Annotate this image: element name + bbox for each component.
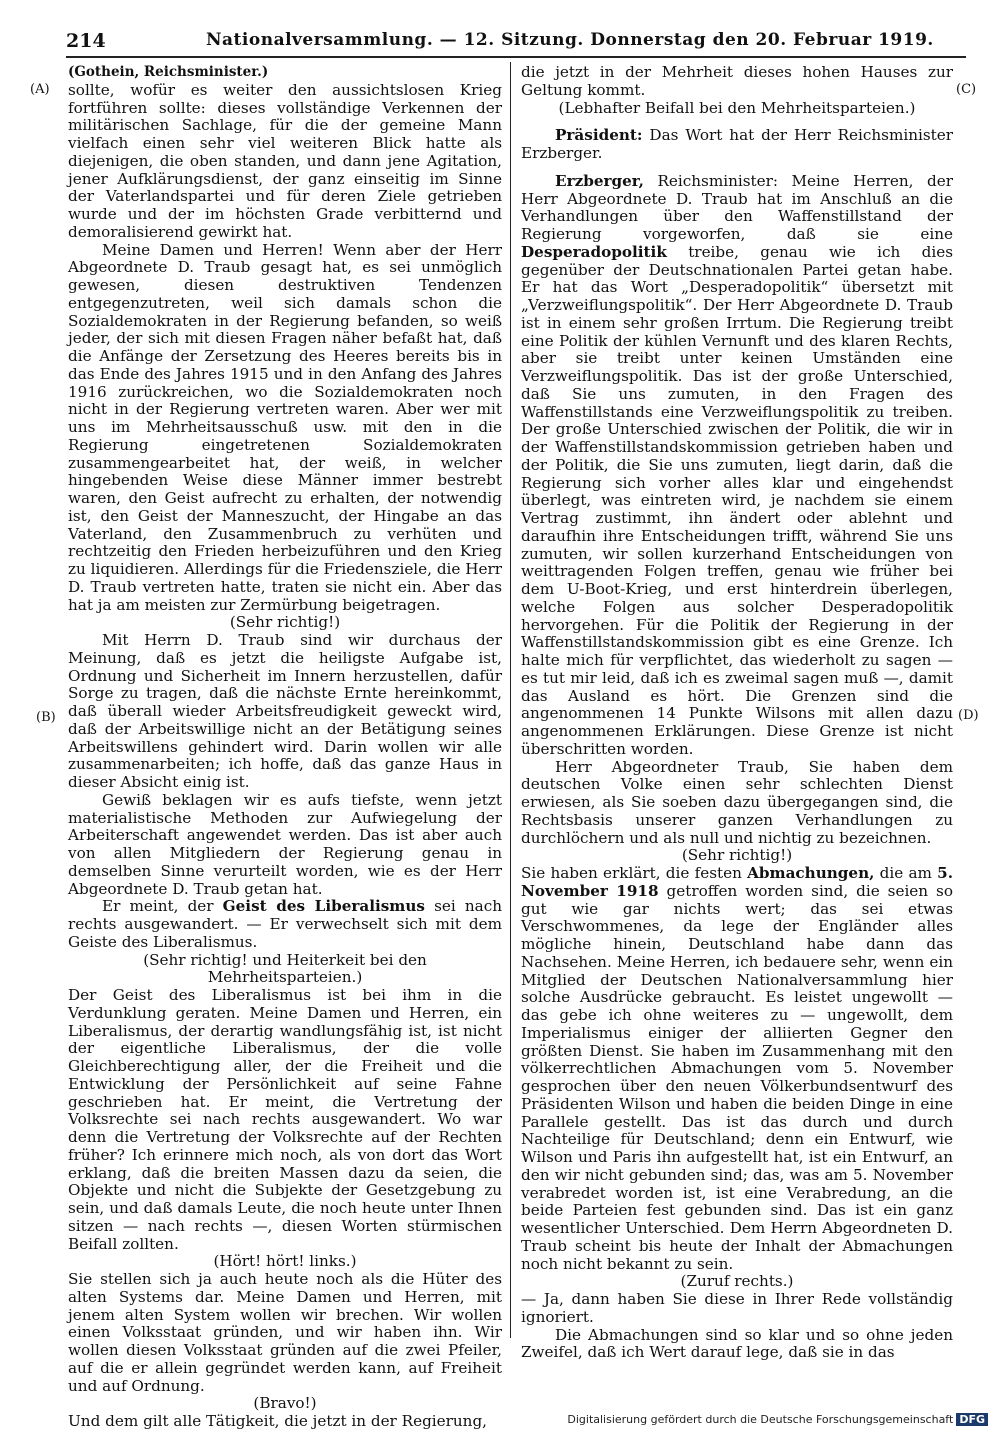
interjection: (Zuruf rechts.) <box>680 1272 794 1291</box>
paragraph: Gewiß beklagen wir es aufs tiefste, wenn jetzt materialistische Methoden zur Aufwiegelung der Arbeiterschaft angewendet werden. Das ist aber auch von allen Mitgliedern der Regierung genau in demselben Sinne verurteilt worden, wie es der Herr Abgeordnete D. Traub getan hat. <box>68 790 502 898</box>
digitization-credit <box>567 1413 988 1426</box>
text-run: Er meint, der <box>102 897 223 916</box>
page-header <box>66 30 966 58</box>
speaker-name: Präsident: <box>555 126 643 145</box>
margin-letter-a: (A) <box>30 82 50 97</box>
column-divider <box>510 62 511 1338</box>
left-column <box>68 64 502 1431</box>
paragraph <box>521 127 953 163</box>
text-run: die am <box>874 864 938 882</box>
text-run: sei nach rechts ausgewandert. — Er verwechselt sich mit dem Geiste des Liberalismus. <box>68 897 503 951</box>
interjection: (Sehr richtig! und Heiterkeit bei den Mehrheitsparteien.) <box>143 950 427 987</box>
paragraph <box>521 173 953 759</box>
emphasis: Geist des Liberalismus <box>222 897 425 916</box>
speaker-tag: (Gothein, Reichsminister.) <box>68 64 269 80</box>
paragraph: sollte, wofür es weiter den aussichtslosen Krieg fortführen sollte: dieses vollständige Verkennen der militärischen Sachlage, für die der gemeine Mann vielfach einen sehr viel weiteren Blick hatte als diejenigen, die oben standen, und dann jene Agitation, jener Aufklärungsdienst, der ganz einseitig im Sinne der Vaterlandspartei und für deren Ziele getrieben wurde und der im höchsten Grade verbitternd und demoralisierend gewirkt hat. <box>68 80 502 241</box>
text-run: Reichsminister: Meine Herren, der Herr Abgeordnete D. Traub hat im Anschluß an die Verhandlungen über den Waffenstillstand der Regierung vorgeworfen, daß sie eine <box>521 171 953 243</box>
text-run: getroffen worden sind, die seien so gut wie gar nichts wert; das sei etwas Verschwommenes, da lege der Engländer alles mögliche hinein, Deutschland habe dann das Nachsehen. Meine Herren, ich bedauere sehr, wenn ein Mitglied der Deutschen Nationalversammlung hier solche Ausdrücke gebraucht. Es leistet ungewollt — das gebe ich ohne weiteres zu — ungewollt, dem Imperialismus einiger der alliierten Gegner den größten Dienst. Sie haben im Zusammenhang mit den völkerrechtlichen Abmachungen vom 5. November gesprochen über den neuen Völkerbundsentwurf des Präsidenten Wilson und haben die beiden Dinge in eine Parallele gestellt. Das ist das durch und durch Nachteilige für Deutschland; denn ein Entwurf, wie Wilson und Paris ihn aufgestellt hat, ist ein Entwurf, an den wir nicht gebunden sind; das, was am 5. November verabredet worden ist, ist eine Verabredung, an die beide Parteien fest gebunden sind. Das ist ein ganz wesentlicher Unterschied. Dem Herrn Abgeordneten D. Traub scheint bis heute der Inhalt der Abmachungen noch nicht bekannt zu sein. <box>521 881 953 1273</box>
margin-letter-c: (C) <box>956 82 977 97</box>
paragraph: Mit Herrn D. Traub sind wir durchaus der Meinung, daß es jetzt die heiligste Aufgabe ist, Ordnung und Sicherheit im Innern herzustellen, dafür Sorge zu tragen, daß die nächste Ernte hereinkommt, daß überall wieder Arbeitsfreudigkeit geweckt wird, daß der Arbeitswillige nicht an der Betätigung seines Arbeitswillens gehindert wird. Darin wollen wir alle zusammenarbeiten; ich hoffe, daß das ganze Haus in dieser Absicht einig ist. <box>68 631 502 791</box>
margin-letter-b: (B) <box>36 710 56 725</box>
paragraph <box>68 898 502 951</box>
paragraph: Und dem gilt alle Tätigkeit, die jetzt in der Regierung, <box>68 1412 488 1430</box>
paragraph: Herr Abgeordneter Traub, Sie haben dem deutschen Volke einen sehr schlechten Dienst erwiesen, als Sie soeben dazu übergegangen sind, die Rechtsbasis unserer ganzen Verhandlungen zu durchlöchern und als null und nichtig zu bezeichnen. <box>521 757 953 847</box>
interjection: (Bravo!) <box>253 1394 317 1413</box>
paragraph: Meine Damen und Herren! Wenn aber der Herr Abgeordnete D. Traub gesagt hat, es sei unmöglich gewesen, diesen destruktiven Tendenzen entgegenzutreten, weil sich damals schon die Sozialdemokraten in der Regierung befanden, so weiß jeder, der sich mit diesen Fragen näher befaßt hat, daß die Anfänge der Zersetzung des Heeres bereits bis in das Ende des Jahres 1915 und in den Anfang des Jahres 1916 zurückreichen, wo die Sozialdemokraten noch nicht in der Regierung vertreten waren. Aber wer mit uns im Mehrheitsausschuß usw. mit den in die Regierung eingetretenen Sozialdemokraten zusammengearbeitet hat, der weiß, in welcher hingebenden Weise diese Männer immer bestrebt waren, den Geist aufrecht zu erhalten, der notwendig ist, den Geist der Manneszucht, der Hingabe an das Vaterland, den Zusammenbruch zu verhüten und rechtzeitig den Frieden herbeizuführen und den Krieg zu liquidieren. Allerdings für die Friedensziele, die Herr D. Traub vertreten hatte, traten sie nicht ein. Aber das hat ja am meisten zur Zermürbung beigetragen. <box>68 240 502 614</box>
dfg-logo: DFG <box>956 1413 988 1426</box>
right-column <box>521 64 953 1362</box>
credit-text: Digitalisierung gefördert durch die Deutsche Forschungsgemeinschaft <box>567 1413 954 1426</box>
running-title: Nationalversammlung. — 12. Sitzung. Donnerstag den 20. Februar 1919. <box>206 30 934 50</box>
emphasis: 5. November 1918 <box>521 864 953 900</box>
paragraph: Sie stellen sich ja auch heute noch als die Hüter des alten Systems dar. Meine Damen und Herren, mit jenem alten System wollen wir brechen. Wir wollen einen Volksstaat gründen, und wir haben ihn. Wir wollen diesen Volksstaat gründen auf die zwei Pfeiler, auf die er allein gegründet werden kann, auf Freiheit und auf Ordnung. <box>68 1270 502 1395</box>
interjection: (Sehr richtig!) <box>229 613 341 632</box>
paragraph: Der Geist des Liberalismus ist bei ihm in die Verdunklung geraten. Meine Damen und Herren, ein Liberalismus, der derartig wandlungsfähig ist, ist nicht der eigentliche Liberalismus, der die volle Gleichberechtigung aller, der die Freiheit und die Entwicklung der Persönlichkeit auf seine Fahne geschrieben hat. Er meint, die Vertretung der Volksrechte sei nach rechts ausgewandert. Wo war denn die Vertretung der Volksrechte auf der Rechten früher? Ich erinnere mich noch, als von dort das Wort erklang, daß die breiten Massen dazu da seien, die Objekte und nicht die Subjekte der Gesetzgebung zu sein, und daß damals Leute, die noch heute unter Ihnen sitzen — nach rechts —, diesen Worten stürmischen Beifall zollten. <box>68 986 502 1253</box>
emphasis: Desperadopolitik <box>521 242 667 261</box>
speaker-name: Erzberger, <box>555 171 644 190</box>
text-run: Das Wort hat der Herr Reichsminister Erzberger. <box>521 126 953 162</box>
interjection: (Hört! hört! links.) <box>213 1252 357 1271</box>
page-number: 214 <box>66 30 106 52</box>
paragraph: Die Abmachungen sind so klar und so ohne jeden Zweifel, daß ich Wert darauf lege, daß sie in das <box>521 1325 953 1362</box>
emphasis: Abmachungen, <box>747 864 875 882</box>
margin-letter-d: (D) <box>958 708 979 723</box>
paragraph <box>521 865 953 1273</box>
text-run: treibe, genau wie ich dies gegenüber der Deutschnationalen Partei getan habe. Er hat das Wort „Desperadopolitik“ übersetzt mit „Verzweiflungspolitik“. Der Herr Abgeordnete D. Traub ist in einem sehr großen Irrtum. Die Regierung treibt eine Politik der kühlen Vernunft und des klaren Rechts, aber sie treibt unter keinen Umständen eine Verzweiflungspolitik. Das ist der große Unterschied, daß Sie uns zumuten, in den Fragen des Waffenstillstands eine Verzweiflungspolitik zu treiben. Der große Unterschied zwischen der Politik, die wir in der Waffenstillstandskommission getrieben haben und der Politik, die Sie uns zumuten, liegt darin, daß die Regierung sich vorher alles klar und eingehendst überlegt, was eintreten wird, je nachdem sie einem Vertrag zustimmt, ihn ändert oder ablehnt und daraufhin ihre Entscheidungen trifft, während Sie uns zumuten, wir sollen kurzerhand Entscheidungen von weittragenden Folgen treffen, genau wie früher bei dem U-Boot-Krieg, und erst hinterdrein überlegen, welche Folgen aus solcher Desperadopolitik hervorgehen. Für die Politik der Regierung in der Waffenstillstandskommission gibt es eine Grenze. Ich halte mich für verpflichtet, das wiederholt zu sagen — es tut mir leid, daß ich es zweimal sagen muß —, damit das Ausland es hört. Die Grenzen sind die angenommenen 14 Punkte Wilsons mit allen dazu angenommenen Erklärungen. Diese Grenze ist nicht überschritten worden. <box>521 242 953 758</box>
paragraph: die jetzt in der Mehrheit dieses hohen Hauses zur Geltung kommt. <box>521 63 953 99</box>
interjection: (Sehr richtig!) <box>681 846 793 865</box>
interjection: (Lebhafter Beifall bei den Mehrheitsparteien.) <box>558 98 916 117</box>
paragraph: — Ja, dann haben Sie diese in Ihrer Rede vollständig ignoriert. <box>521 1290 953 1326</box>
text-run: Sie haben erklärt, die festen <box>521 864 748 882</box>
